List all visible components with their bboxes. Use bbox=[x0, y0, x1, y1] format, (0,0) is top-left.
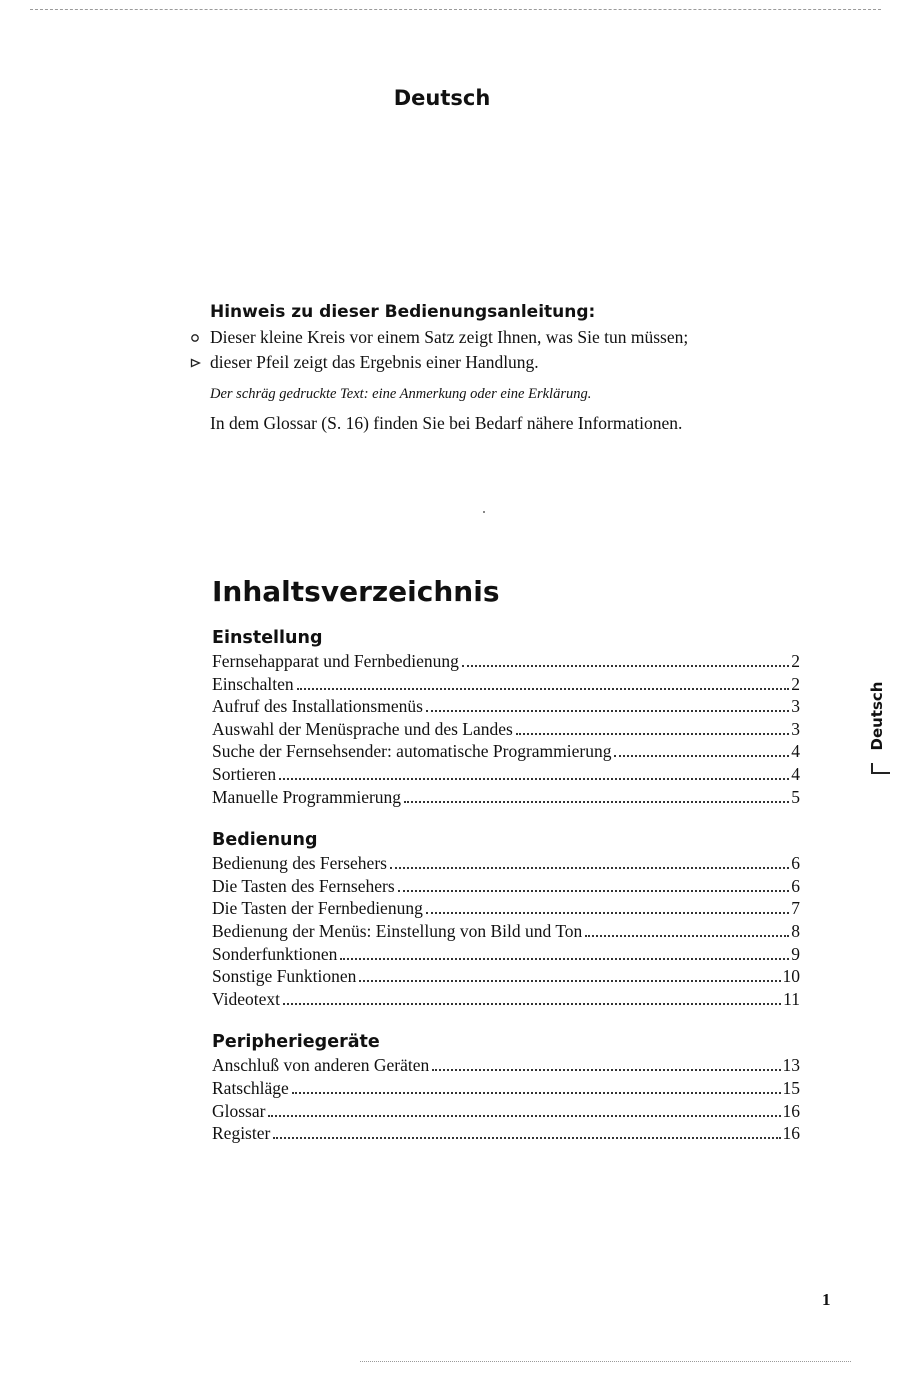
toc-entry bbox=[212, 695, 800, 718]
toc-entry bbox=[212, 786, 800, 809]
toc-entry-page: 16 bbox=[782, 1123, 800, 1144]
toc-entry bbox=[212, 740, 800, 763]
toc-entry-page: 5 bbox=[791, 786, 800, 807]
toc-dot-leader bbox=[426, 709, 789, 712]
toc-entry-page: 2 bbox=[791, 651, 800, 671]
toc-entry-label: Bedienung der Menüs: Einstellung von Bild und Ton bbox=[212, 920, 583, 941]
toc-dot-leader bbox=[390, 866, 789, 869]
table-of-contents bbox=[212, 626, 800, 1165]
toc-entry-label: Sortieren bbox=[212, 763, 277, 784]
toc-dot-leader bbox=[432, 1068, 780, 1071]
toc-entry-label: Aufruf des Installationsmenüs bbox=[212, 696, 423, 717]
toc-entry-label: Videotext bbox=[212, 988, 280, 1009]
toc-dot-leader bbox=[585, 934, 789, 937]
language-tab bbox=[865, 660, 889, 770]
toc-entry-label: Auswahl der Menüsprache und des Landes bbox=[212, 718, 513, 739]
toc-dot-leader bbox=[340, 957, 789, 960]
toc-entry-page: 10 bbox=[782, 966, 800, 987]
toc-entry-label: Die Tasten des Fernsehers bbox=[212, 875, 395, 896]
notice-line-action bbox=[190, 326, 750, 351]
toc-section bbox=[212, 828, 800, 1010]
language-tab-label: Deutsch bbox=[868, 681, 886, 751]
toc-section bbox=[212, 1030, 800, 1144]
toc-entry-label: Sonderfunktionen bbox=[212, 943, 338, 964]
toc-entry-page: 3 bbox=[791, 718, 800, 739]
scan-artifact-top bbox=[30, 9, 881, 10]
toc-entry-label: Einschalten bbox=[212, 673, 294, 694]
toc-entry-page: 4 bbox=[791, 741, 800, 762]
toc-entry bbox=[212, 1100, 800, 1123]
notice-line-text: Dieser kleine Kreis vor einem Satz zeigt Ihnen, was Sie tun müssen; bbox=[210, 327, 689, 347]
toc-entry-label: Glossar bbox=[212, 1100, 266, 1121]
toc-entry-page: 2 bbox=[791, 673, 800, 694]
toc-entry-label: Manuelle Programmierung bbox=[212, 786, 402, 807]
notice-line-result bbox=[190, 351, 750, 376]
notice-line-text: dieser Pfeil zeigt das Ergebnis einer Handlung. bbox=[210, 352, 539, 372]
toc-entry-page: 7 bbox=[791, 898, 800, 919]
language-tab-rule bbox=[872, 772, 890, 774]
toc-entry-label: Ratschläge bbox=[212, 1077, 289, 1098]
toc-dot-leader bbox=[292, 1091, 781, 1094]
toc-entry bbox=[212, 852, 800, 875]
circle-bullet-icon bbox=[190, 329, 210, 351]
toc-section-heading: Peripheriegeräte bbox=[212, 1032, 380, 1053]
toc-dot-leader bbox=[273, 1136, 780, 1139]
toc-entry bbox=[212, 920, 800, 943]
toc-entry-page: 16 bbox=[782, 1100, 800, 1121]
toc-entry-page: 15 bbox=[782, 1077, 800, 1098]
toc-entry-label: Die Tasten der Fernbedienung bbox=[212, 898, 423, 919]
notice-heading: Hinweis zu dieser Bedienungsanleitung: bbox=[210, 302, 596, 322]
scan-speck bbox=[483, 511, 485, 513]
toc-entry bbox=[212, 943, 800, 966]
toc-dot-leader bbox=[268, 1114, 780, 1117]
toc-section-heading: Bedienung bbox=[212, 830, 318, 851]
document-title: Deutsch bbox=[393, 86, 491, 110]
toc-dot-leader bbox=[426, 911, 789, 914]
toc-dot-leader bbox=[283, 1002, 781, 1005]
toc-entry-label: Suche der Fernsehsender: automatische Programmierung bbox=[212, 741, 612, 762]
triangle-arrow-icon bbox=[190, 354, 210, 376]
toc-section-heading: Einstellung bbox=[212, 628, 323, 648]
toc-entry bbox=[212, 673, 800, 696]
toc-entry-label: Sonstige Funktionen bbox=[212, 966, 357, 987]
toc-dot-leader bbox=[462, 664, 789, 667]
toc-dot-leader bbox=[297, 687, 790, 690]
toc-entry-page: 6 bbox=[791, 853, 800, 874]
toc-entry-label: Anschluß von anderen Geräten bbox=[212, 1055, 430, 1076]
toc-entry-page: 11 bbox=[783, 988, 800, 1009]
usage-notice bbox=[190, 302, 750, 434]
glossary-note: In dem Glossar (S. 16) finden Sie bei Bedarf nähere Informationen. bbox=[210, 413, 683, 433]
toc-entry bbox=[212, 988, 800, 1011]
toc-dot-leader bbox=[359, 979, 780, 982]
toc-title: Inhaltsverzeichnis bbox=[212, 575, 500, 608]
toc-entry-page: 4 bbox=[791, 763, 800, 784]
toc-dot-leader bbox=[404, 800, 789, 803]
toc-dot-leader bbox=[614, 754, 789, 757]
toc-section bbox=[212, 626, 800, 808]
italic-note: Der schräg gedruckte Text: eine Anmerkung oder eine Erklärung. bbox=[210, 386, 592, 402]
toc-entry bbox=[212, 1054, 800, 1077]
toc-entry bbox=[212, 897, 800, 920]
toc-entry-page: 8 bbox=[791, 920, 800, 941]
toc-entry bbox=[212, 718, 800, 741]
toc-entry bbox=[212, 965, 800, 988]
toc-entry-page: 9 bbox=[791, 943, 800, 964]
toc-entry bbox=[212, 763, 800, 786]
toc-entry bbox=[212, 875, 800, 898]
toc-entry-label: Bedienung des Fersehers bbox=[212, 853, 387, 874]
toc-entry-page: 6 bbox=[791, 875, 800, 896]
toc-dot-leader bbox=[279, 777, 789, 780]
toc-dot-leader bbox=[516, 732, 789, 735]
toc-entry-page: 13 bbox=[782, 1055, 800, 1076]
page-number: 1 bbox=[822, 1290, 831, 1309]
toc-entry bbox=[212, 1077, 800, 1100]
toc-dot-leader bbox=[398, 889, 790, 892]
toc-entry bbox=[212, 1122, 800, 1145]
toc-entry bbox=[212, 650, 800, 673]
toc-entry-label: Fernsehapparat und Fernbedienung bbox=[212, 651, 459, 671]
toc-entry-label: Register bbox=[212, 1123, 271, 1144]
toc-entry-page: 3 bbox=[791, 696, 800, 717]
scan-artifact-bottom bbox=[360, 1361, 851, 1362]
